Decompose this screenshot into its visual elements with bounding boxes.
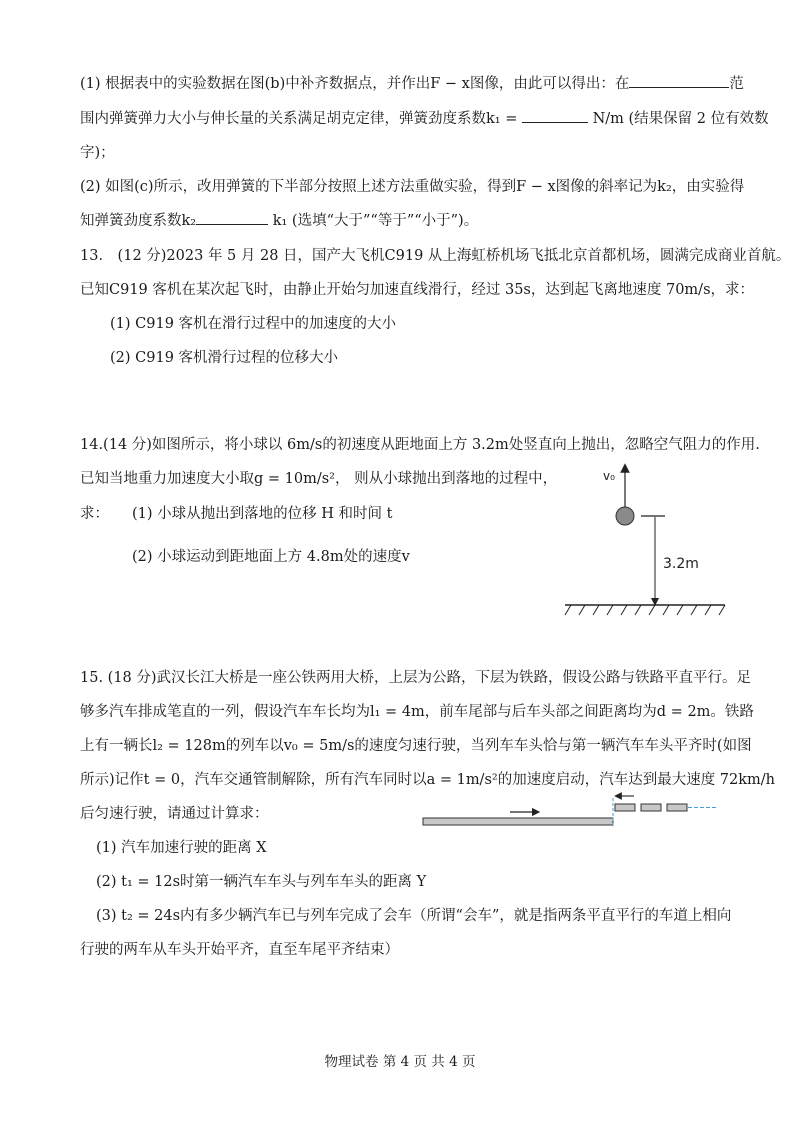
car-1 [615,804,635,811]
q12-line-4: (2) 如图(c)所示，改用弹簧的下半部分按照上述方法重做实验，得到F − x图像的斜率记为k₂，由实验得 [80,179,745,195]
train-body [423,818,613,825]
q13-sub-1: (1) C919 客机在滑行过程中的加速度的大小 [110,316,397,332]
height-label: 3.2m [663,556,699,572]
q15-stem-2: 够多汽车排成笔直的一列，假设汽车车长均为l₁ = 4m，前车尾部与后车头部之间距离均为d = 2m。铁路 [80,704,754,720]
q14-stem-2: 已知当地重力加速度大小取g = 10m/s²， 则从小球抛出到落地的过程中， [80,471,558,487]
q12-blank-k1[interactable] [522,108,588,123]
q13-stem-2: 已知C919 客机在某次起飞时，由静止开始匀加速直线滑行，经过 35s，达到起飞离地速度 70m/s，求： [80,282,755,298]
car-3 [667,804,687,811]
q14-stem-1: 14.(14 分)如图所示，将小球以 6m/s的初速度从距地面上方 3.2m处竖直向上抛出，忽略空气阻力的作用. [80,437,760,453]
q12-blank-compare[interactable] [196,210,268,225]
q12-line-3: 字)； [80,145,115,161]
train-cars-diagram [420,788,720,834]
q12-blank-range[interactable] [629,73,729,88]
q12-line-2 [80,107,769,128]
q14-ask-label: 求： [80,506,109,522]
q15-stem-5: 后匀速行驶，请通过计算求： [80,806,269,822]
q15-stem-1: 15. (18 分)武汉长江大桥是一座公铁两用大桥，上层为公路，下层为铁路，假设公路与铁路平直平行。足 [80,670,752,686]
q12-p1-text-c: 围内弹簧弹力大小与伸长量的关系满足胡克定律，弹簧劲度系数k₁ = [80,111,518,127]
q15-sub-3-cont: 行驶的两车从车头开始平齐，直至车尾平齐结束） [80,942,399,958]
ground-hatching [565,605,725,615]
q15-sub-3: (3) t₂ = 24s内有多少辆汽车已与列车完成了会车（所谓“会车”，就是指两条平直平行的车道上相向 [96,908,732,924]
q13-sub-2: (2) C919 客机滑行过程的位移大小 [110,350,339,366]
q15-sub-1: (1) 汽车加速行驶的距离 X [96,840,267,856]
q12-line-5 [80,209,478,230]
q12-line-1 [80,72,744,93]
q15-sub-2: (2) t₁ = 12s时第一辆汽车车头与列车车头的距离 Y [96,874,427,890]
q14-sub-2: (2) 小球运动到距地面上方 4.8m处的速度v [132,549,410,565]
q12-p2-text-b: 知弹簧劲度系数k₂ [80,213,197,229]
q12-p1-text-a: (1) 根据表中的实验数据在图(b)中补齐数据点，并作出F − x图像，由此可以得出：在 [80,76,630,92]
v0-label: v₀ [603,469,615,483]
ball-diagram [555,460,730,620]
page-footer: 物理试卷 第 4 页 共 4 页 [324,1054,476,1070]
q14-sub-1: (1) 小球从抛出到落地的位移 H 和时间 t [132,506,393,522]
q12-p1-text-b: 范 [729,76,744,92]
q15-stem-4: 所示)记作t = 0，汽车交通管制解除，所有汽车同时以a = 1m/s²的加速度启动，汽车达到最大速度 72km/h [80,772,776,788]
ball [616,507,634,525]
q13-stem-1: 13． (12 分)2023 年 5 月 28 日，国产大飞机C919 从上海虹桥机场飞抵北京首都机场，圆满完成商业首航。 [80,248,791,264]
car-2 [641,804,661,811]
q15-stem-3: 上有一辆长l₂ = 128m的列车以v₀ = 5m/s的速度匀速行驶，当列车车头恰与第一辆汽车车头平齐时(如图 [80,738,752,754]
q12-p2-text-c: k₁ (选填“大于”“等于”“小于”)。 [272,213,479,229]
q12-p1-text-d: N/m (结果保留 2 位有效数 [592,111,769,127]
